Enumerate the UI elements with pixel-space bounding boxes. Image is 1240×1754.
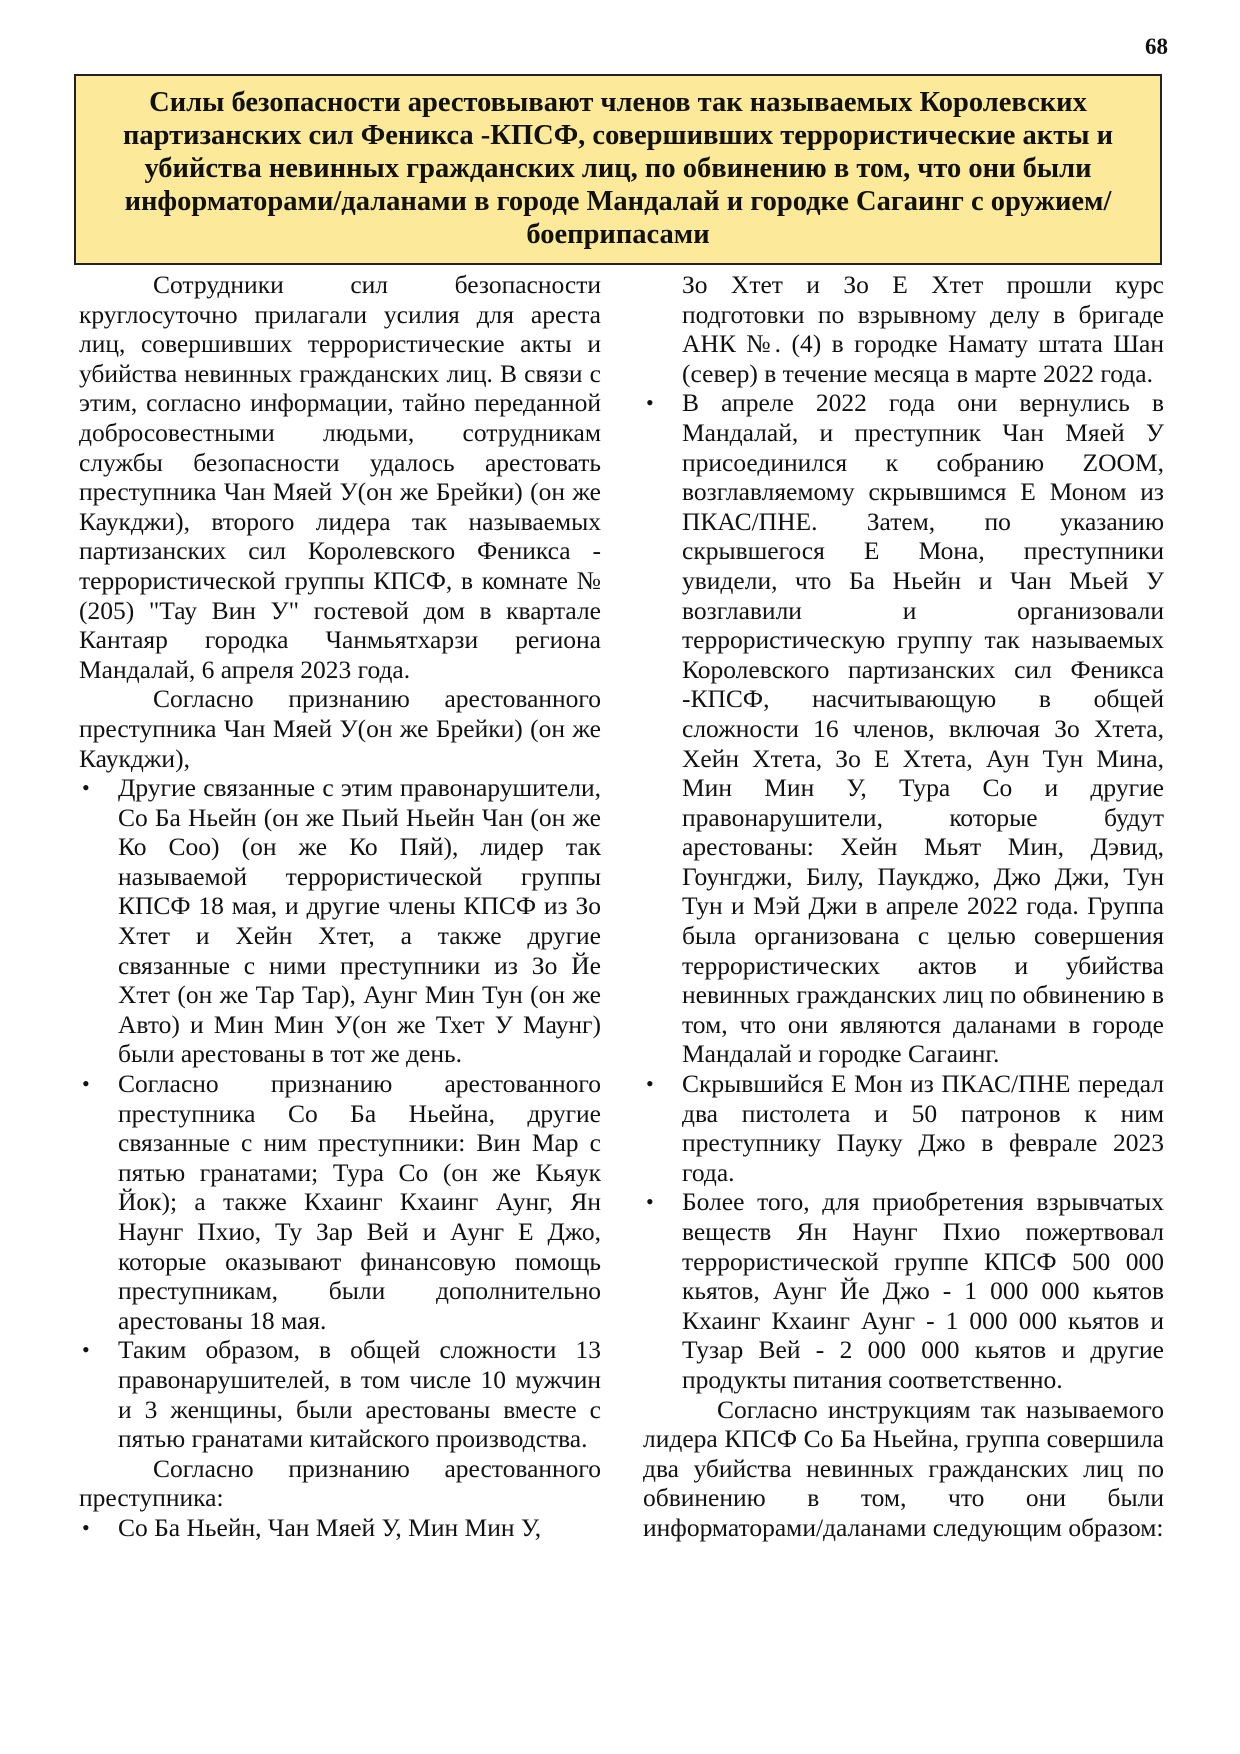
list-item: • Таким образом, в общей сложности 13 правонарушителей, в том числе 10 мужчин и 3 женщины, были арестованы вместе с пятью гранатами китайского производства. xyxy=(79,1335,601,1453)
paragraph-instructions: Согласно инструкциям так называемого лидера КПСФ Со Ба Ньейна, группа совершила два убийства невинных гражданских лиц по обвинению в том, что они были информаторами/даланами следующим образом: xyxy=(643,1394,1164,1542)
paragraph-continuation: Зо Хтет и Зо Е Хтет прошли курс подготовки по взрывному делу в бригаде АНК №. (4) в городке Намату штата Шан (север) в течение месяца в марте 2022 года. xyxy=(682,270,1164,388)
list-item: • Со Ба Ньейн, Чан Мяей У, Мин Мин У, xyxy=(79,1513,601,1543)
bullet-list-right xyxy=(643,388,1164,1394)
bullet-list-left xyxy=(79,773,601,1454)
paragraph-confession-2: Согласно признанию арестованного преступника: xyxy=(79,1453,601,1513)
left-column xyxy=(79,270,601,1543)
bullet-list-left-2 xyxy=(79,1513,601,1543)
list-item: • Согласно признанию арестованного преступника Со Ба Ньейна, другие связанные с ним преступники: Вин Мар с пятью гранатами; Тура Со (он же Кьяук Йок); а также Кхаинг Кхаинг Аунг, Ян Наунг Пхио, Ту Зар Вей и Аунг Е Джо, которые оказывают финансовую помощь преступникам, были дополнительно арестованы 18 мая. xyxy=(79,1069,601,1335)
article-title-box xyxy=(74,74,1162,265)
paragraph-intro: Сотрудники сил безопасности круглосуточно прилагали усилия для ареста лиц, совершивших террористические акты и убийства невинных гражданских лиц. В связи с этим, согласно информации, тайно переданной добросовестными людьми, сотрудникам службы безопасности удалось арестовать преступника Чан Мяей У(он же Брейки) (он же Каукджи), второго лидера так называемых партизанских сил Королевского Феникса - террористической группы КПСФ, в комнате № (205) "Тау Вин У" гостевой дом в квартале Кантаяр городка Чанмьятхарзи региона Мандалай, 6 апреля 2023 года. xyxy=(79,270,601,684)
list-item: • В апреле 2022 года они вернулись в Мандалай, и преступник Чан Мяей У присоединился к собранию ZOOM, возглавляемому скрывшимся Е Моном из ПКАС/ПНЕ. Затем, по указанию скрывшегося Е Мона, преступники увидели, что Ба Ньейн и Чан Мьей У возглавили и организовали террористическую группу так называемых Королевского партизанских сил Феникса -КПСФ, насчитывающую в общей сложности 16 членов, включая Зо Хтета, Хейн Хтета, Зо Е Хтета, Аун Тун Мина, Мин Мин У, Тура Со и другие правонарушители, которые будут арестованы: Хейн Мьят Мин, Дэвид, Гоунгджи, Билу, Паукджо, Джо Джи, Тун Тун и Мэй Джи в апреле 2022 года. Группа была организована с целью совершения террористических актов и убийства невинных гражданских лиц по обвинению в том, что они являются даланами в городе Мандалай и городке Сагаинг. xyxy=(643,388,1164,1069)
page-number: 68 xyxy=(1145,34,1168,59)
right-column xyxy=(643,270,1164,1543)
list-item: • Другие связанные с этим правонарушители, Со Ба Ньейн (он же Пьий Ньейн Чан (он же Ко Соо) (он же Ко Пяй), лидер так называемой террористической группы КПСФ 18 мая, и другие члены КПСФ из Зо Хтет и Хейн Хтет, а также другие связанные с ними преступники из Зо Йе Хтет (он же Тар Тар), Аунг Мин Тун (он же Авто) и Мин Мин У(он же Тхет У Маунг) были арестованы в тот же день. xyxy=(79,773,601,1069)
paragraph-confession-1: Согласно признанию арестованного преступника Чан Мяей У(он же Брейки) (он же Каукджи), xyxy=(79,684,601,773)
article-title: Силы безопасности арестовывают членов так называемых Королевских партизанских сил Феникса -КПСФ, совершивших террористические акты и убийства невинных гражданских лиц, по обвинению в том, что они были информаторами/даланами в городе Мандалай и городке Сагаинг с оружием/боеприпасами xyxy=(123,87,1113,250)
list-item: • Скрывшийся Е Мон из ПКАС/ПНЕ передал два пистолета и 50 патронов к ним преступнику Пауку Джо в феврале 2023 года. xyxy=(643,1069,1164,1187)
list-item: • Более того, для приобретения взрывчатых веществ Ян Наунг Пхио пожертвовал террористической группе КПСФ 500 000 кьятов, Аунг Йе Джо - 1 000 000 кьятов Кхаинг Кхаинг Аунг - 1 000 000 кьятов и Тузар Вей - 2 000 000 кьятов и другие продукты питания соответственно. xyxy=(643,1187,1164,1394)
